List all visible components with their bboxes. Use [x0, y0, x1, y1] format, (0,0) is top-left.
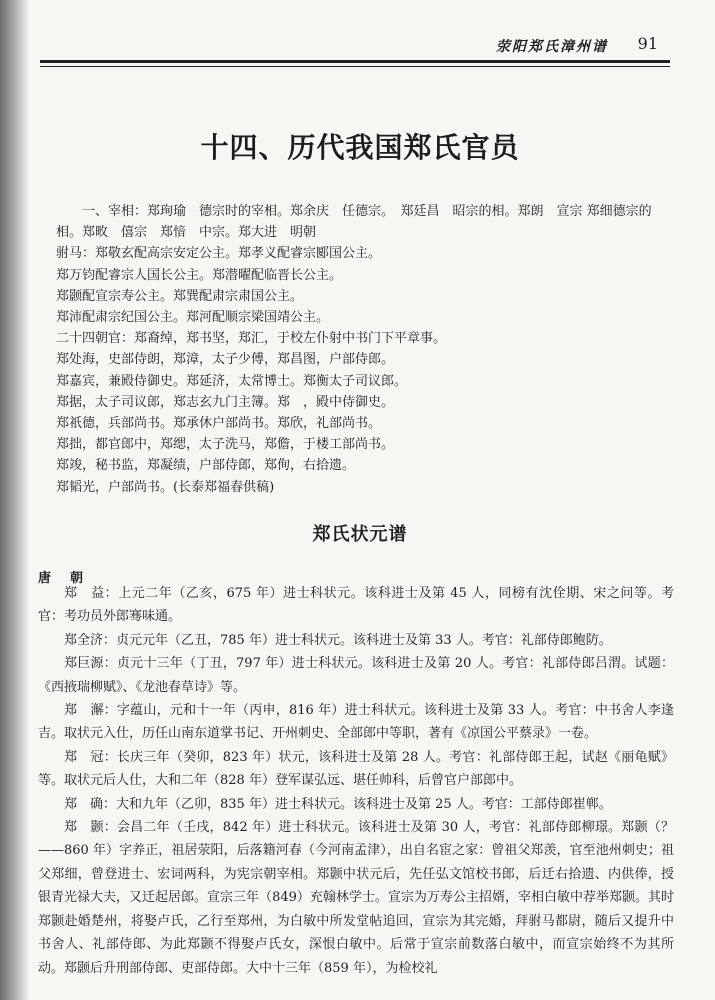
page-number: 91 — [637, 34, 658, 53]
zhuangyuan-entry: 郑 澥：字蕴山，元和十一年（丙申，816 年）进士科状元。该科进士及第 33 人。考官：中书舍人李逢吉。取状元入仕，历任山南东道掌书记、开州刺史、全部郎中等职，著有《凉国公平蔡录》一卷。 — [38, 703, 674, 742]
zhuangyuan-entry: 郑 益：上元二年（乙亥，675 年）进士科状元。该科进士及第 45 人，同榜有沈佺期、宋之问等。考官：考功员外郎骞味通。 — [38, 586, 674, 625]
page-header — [40, 28, 680, 62]
officials-paragraph: 郑拙，都官郎中，郑缌，太子洗马，郑儋，于楼工部尚书。 — [56, 437, 395, 453]
section-title: 郑氏状元谱 — [312, 524, 408, 545]
book-spine-shadow — [0, 0, 30, 1000]
officials-paragraph: 一、宰相：郑珣瑜 德宗时的宰相。郑余庆 任德宗。 郑廷昌 昭宗的相。郑朗 宣宗 郑细德宗的相。郑畋 僖宗 郑愔 中宗。郑大进 明朝 — [56, 204, 652, 241]
officials-paragraph: 郑嘉宾，兼殿侍御史。郑延济，太常博士。郑衡太子司议郎。 — [56, 373, 408, 389]
dynasty-heading: 唐 朝 — [38, 571, 87, 586]
officials-paragraph: 郑韬光，户部尚书。(长泰郑福春供稿) — [56, 479, 275, 495]
zhuangyuan-entry: 郑巨源：贞元十三年（丁丑，797 年）进士科状元。该科进士及第 20 人。考官：礼部侍郎吕渭。试题：《西掖瑞柳赋》、《龙池春草诗》等。 — [38, 656, 674, 695]
officials-paragraph: 二十四朝官：郑裔绰，郑书坚，郑汇，于校左仆射中书门下平章事。 — [56, 331, 447, 347]
officials-paragraph: 郑沛配肃宗纪国公主。郑河配顺宗梁国靖公主。 — [56, 310, 330, 326]
running-title: 荥阳郑氏漳州谱 — [496, 39, 608, 55]
officials-paragraph: 郑竣，秘书监，郑凝绩，户部侍郎，郑侚，右拾遗。 — [56, 458, 356, 474]
officials-paragraph: 郑颢配宣宗寿公主。郑巽配肃宗肃国公主。 — [56, 288, 304, 304]
zhuangyuan-entry: 郑 确：大和九年（乙卯，835 年）进士科状元。该科进士及第 25 人。考官：工部侍郎崔郸。 — [64, 796, 612, 812]
officials-paragraph: 郑祇德，兵部尚书。郑承休户部尚书。郑欣，礼部尚书。 — [56, 416, 382, 432]
zhuangyuan-list — [38, 582, 674, 980]
officials-list — [56, 201, 674, 498]
officials-paragraph: 郑处海，史部侍朗，郑漳，太子少傅，郑昌图，户部侍郎。 — [56, 352, 395, 368]
zhuangyuan-entry: 郑 颢：会昌二年（壬戌，842 年）进士科状元。该科进士及第 30 人，考官：礼部侍郎柳璟。郑颢（？——860 年）字养正，祖居荥阳，后落籍河春（今河南孟津），出自名宦之家：曾祖父郑羡，官至池州刺史；祖父郑细，曾登进士、宏词两科，为宪宗朝宰相。郑颢中状元后，先任弘文馆校书郎，后迁右拾遗、内供俸，授银青光禄大夫，又迁起居郎。宣宗三年（849）充翰林学士。宣宗为万寿公主招婿，宰相白敏中荐举郑颢。其时郑颢赴婚楚州，将娶卢氏，乙行至郑州，为白敏中所发堂帖追回，宣宗为其完婚，拜驸马都尉，随后又提升中书舍人、礼部侍郎、为此郑颢不得娶卢氏女，深恨白敏中。后常于宣宗前数落白敏中，而宣宗始终不为其所动。郑颢后升刑部侍郎、吏部侍郎。大中十三年（859 年），为检校礼 — [38, 820, 674, 976]
header-rule-thick — [40, 60, 670, 63]
chapter-title: 十四、历代我国郑氏官员 — [200, 131, 520, 164]
header-rule-thin — [40, 66, 670, 67]
officials-paragraph: 郑万钧配睿宗人国长公主。郑潜曜配临晋长公主。 — [56, 267, 343, 283]
zhuangyuan-entry: 郑 冠：长庆三年（癸卯，823 年）状元，该科进士及第 28 人。考官：礼部侍郎王起，试赵《丽龟赋》等。取状元后人仕，大和二年（828 年）登军谋弘远、堪任帅科，后曾官户部郎中。 — [38, 749, 674, 789]
zhuangyuan-entry: 郑全济：贞元元年（乙丑，785 年）进士科状元。该科进士及第 33 人。考官：礼部侍郎鲍防。 — [64, 632, 612, 648]
officials-paragraph: 驸马：郑敬玄配高宗安定公主。郑孝义配睿宗郾国公主。 — [56, 246, 382, 262]
officials-paragraph: 郑据，太子司议郎，郑志玄九门主簿。郑 ，殿中侍御史。 — [56, 394, 395, 410]
